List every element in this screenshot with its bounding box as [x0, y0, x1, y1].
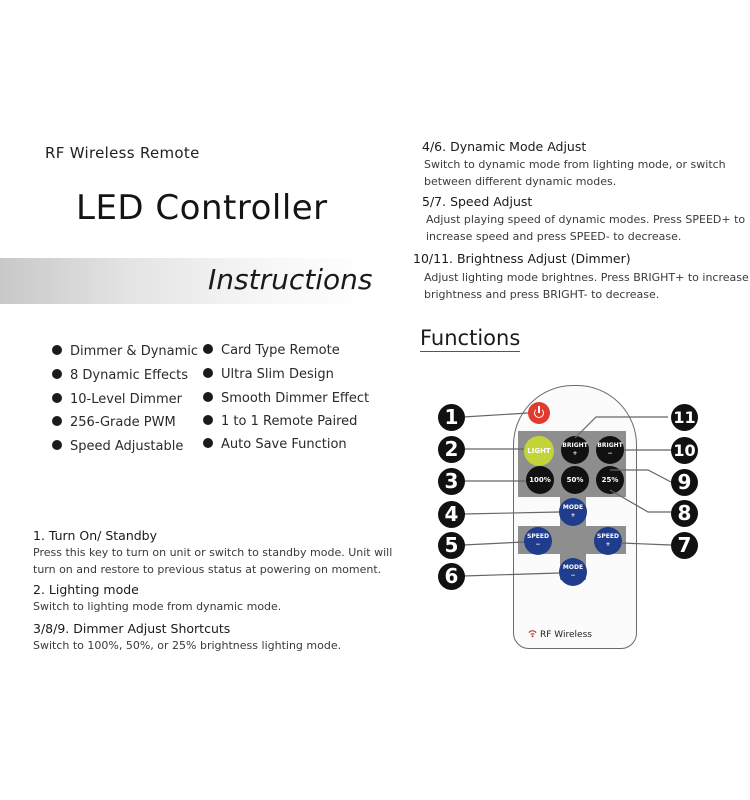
speed-plus-button[interactable]: SPEED +	[594, 527, 622, 555]
section-heading: 1. Turn On/ Standby	[33, 528, 158, 543]
light-button[interactable]: LIGHT	[524, 436, 554, 466]
mode-plus-button[interactable]: MODE +	[559, 498, 587, 526]
feature-item: 8 Dynamic Effects	[52, 368, 188, 383]
section-heading: 4/6. Dynamic Mode Adjust	[422, 139, 587, 154]
callout-3: 3	[438, 468, 465, 495]
callout-2: 2	[438, 436, 465, 463]
instructions-heading: Instructions	[208, 263, 373, 296]
callout-7: 7	[671, 532, 698, 559]
feature-item: Smooth Dimmer Effect	[203, 391, 369, 406]
callout-6: 6	[438, 563, 465, 590]
brightness-100-button[interactable]: 100%	[526, 466, 554, 494]
page-title: LED Controller	[76, 188, 328, 228]
subtitle: RF Wireless Remote	[45, 144, 200, 162]
section-body: Adjust lighting mode brightnes. Press BRIGHT+ to increase brightness and press BRIGHT- to decrease.	[424, 271, 749, 301]
section-body: Adjust playing speed of dynamic modes. Press SPEED+ to increase speed and press SPEED- to decrease.	[426, 213, 746, 243]
section-heading: 10/11. Brightness Adjust (Dimmer)	[413, 251, 631, 266]
remote-brand-label: RF Wireless	[540, 630, 592, 640]
callout-5: 5	[438, 532, 465, 559]
feature-item: 10-Level Dimmer	[52, 392, 182, 407]
section-body: Switch to 100%, 50%, or 25% brightness lighting mode.	[33, 639, 342, 652]
brightness-50-button[interactable]: 50%	[561, 466, 589, 494]
callout-10: 10	[671, 437, 698, 464]
section-body: Press this key to turn on unit or switch to standby mode. Unit will turn on and restore to previous status at powering on moment.	[33, 546, 393, 576]
brightness-25-button[interactable]: 25%	[596, 466, 624, 494]
feature-item: Ultra Slim Design	[203, 367, 334, 382]
section-heading: 2. Lighting mode	[33, 582, 139, 597]
speed-minus-button[interactable]: SPEED −	[524, 527, 552, 555]
feature-item: Auto Save Function	[203, 437, 347, 452]
section-heading: 3/8/9. Dimmer Adjust Shortcuts	[33, 621, 231, 636]
functions-heading: Functions	[420, 326, 521, 350]
mode-minus-button[interactable]: MODE −	[559, 558, 587, 586]
section-heading: 5/7. Speed Adjust	[422, 194, 533, 209]
callout-1: 1	[438, 404, 465, 431]
callout-9: 9	[671, 469, 698, 496]
feature-item: 256-Grade PWM	[52, 415, 176, 430]
section-body: Switch to dynamic mode from lighting mode, or switch between different dynamic modes.	[424, 158, 726, 188]
callout-11: 11	[671, 404, 698, 431]
callout-8: 8	[671, 500, 698, 527]
callout-4: 4	[438, 501, 465, 528]
bright-plus-button[interactable]: BRIGHT +	[561, 436, 589, 464]
section-body: Switch to lighting mode from dynamic mode.	[33, 600, 282, 613]
bright-minus-button[interactable]: BRIGHT −	[596, 436, 624, 464]
feature-item: 1 to 1 Remote Paired	[203, 414, 357, 429]
feature-item: Dimmer & Dynamic	[52, 344, 198, 359]
feature-item: Card Type Remote	[203, 343, 340, 358]
feature-item: Speed Adjustable	[52, 439, 183, 454]
